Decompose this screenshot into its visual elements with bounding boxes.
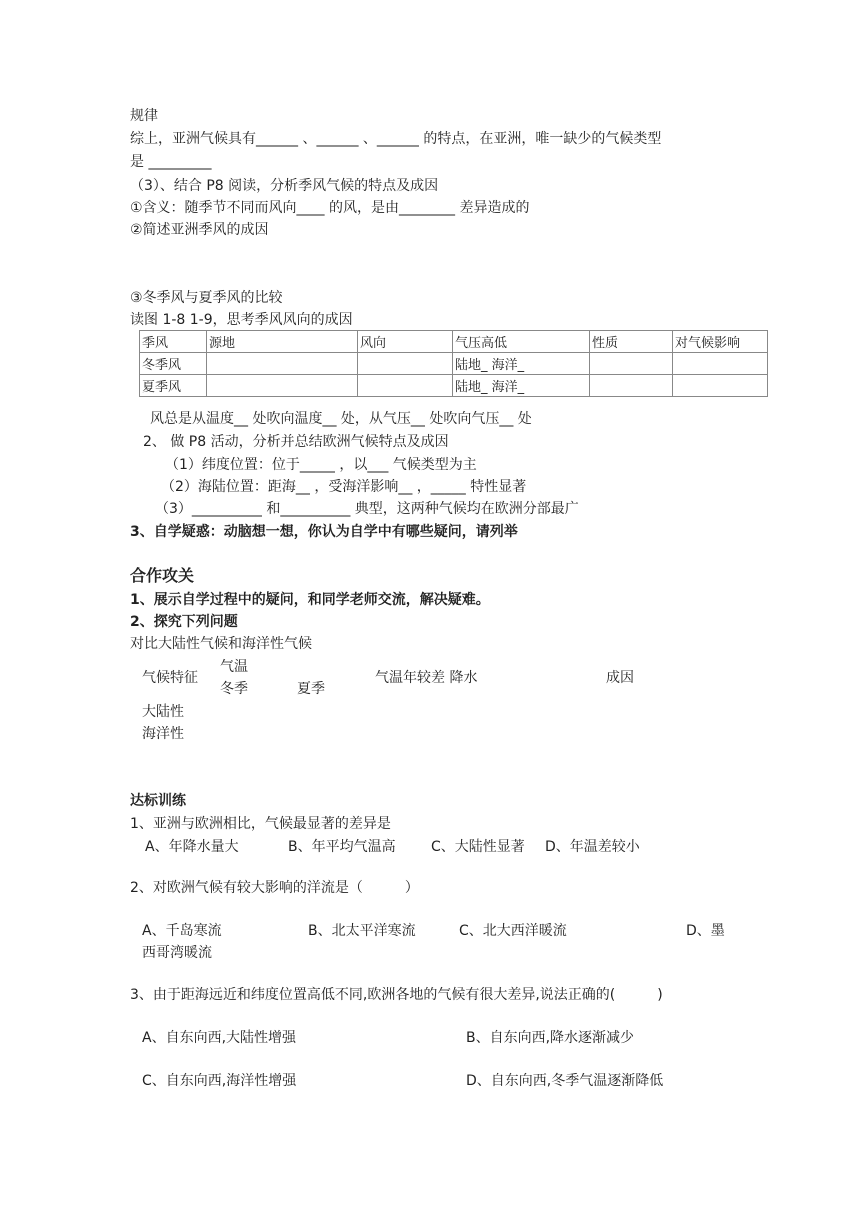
table-cell xyxy=(590,375,673,397)
climate-feature-header: 气候特征 xyxy=(142,670,198,686)
table-header-cell: 季风 xyxy=(140,331,207,353)
question-1: 1、亚洲与欧洲相比，气候最显著的差异是 xyxy=(130,816,391,832)
text-monsoon-analysis: （3）、结合 P8 阅读，分析季风气候的特点及成因 xyxy=(130,178,439,194)
climate-winter-header: 冬季 xyxy=(220,681,248,697)
text-europe-activity: 2、 做 P8 活动，分析并总结欧洲气候特点及成因 xyxy=(143,434,449,450)
q1-option-a: A、年降水量大 xyxy=(145,839,239,855)
text-guilv: 规律 xyxy=(130,108,158,124)
text-monsoon-cause: ②简述亚洲季风的成因 xyxy=(130,222,269,238)
table-row xyxy=(140,353,768,375)
table-header-cell: 源地 xyxy=(207,331,358,353)
q3-option-a: A、自东向西,大陆性增强 xyxy=(142,1030,297,1046)
text-wind-rule: 风总是从温度__ 处吹向温度__ 处，从气压__ 处吹向气压__ 处 xyxy=(150,411,532,427)
table-cell: 陆地_ 海洋_ xyxy=(453,375,590,397)
climate-summer-header: 夏季 xyxy=(297,681,325,697)
climate-row-maritime: 海洋性 xyxy=(142,726,184,742)
table-cell xyxy=(207,353,358,375)
question-2: 2、对欧洲气候有较大影响的洋流是（ ） xyxy=(130,880,419,896)
text-read-figure: 读图 1-8 1-9，思考季风风向的成因 xyxy=(130,312,353,328)
q3-option-c: C、自东向西,海洋性增强 xyxy=(142,1073,297,1089)
q1-option-b: B、年平均气温高 xyxy=(288,839,396,855)
climate-cause-header: 成因 xyxy=(606,670,634,686)
table-header-cell: 对气候影响 xyxy=(673,331,768,353)
text-compare-climates: 对比大陆性气候和海洋性气候 xyxy=(130,636,312,652)
section-title-cooperation: 合作攻关 xyxy=(130,566,195,585)
text-share-questions: 1、展示自学过程中的疑问，和同学老师交流，解决疑难。 xyxy=(130,592,490,608)
q2-option-a: A、千岛寒流 xyxy=(142,923,222,939)
table-cell: 陆地_ 海洋_ xyxy=(453,353,590,375)
text-self-study-questions: 3、自学疑惑：动脑想一想，你认为自学中有哪些疑问，请列举 xyxy=(130,524,518,540)
climate-temp-header: 气温 xyxy=(220,659,248,675)
text-latitude-position: （1）纬度位置：位于_____ ，以___ 气候类型为主 xyxy=(165,457,477,473)
text-explore: 2、探究下列问题 xyxy=(130,614,238,630)
q1-option-c: C、大陆性显著 xyxy=(431,839,525,855)
table-header-cell: 气压高低 xyxy=(453,331,590,353)
q2-option-d: D、墨 xyxy=(686,923,725,939)
table-cell xyxy=(358,375,453,397)
text-monsoon-compare: ③冬季风与夏季风的比较 xyxy=(130,290,283,306)
q2-option-b: B、北太平洋寒流 xyxy=(308,923,416,939)
table-header-cell: 风向 xyxy=(358,331,453,353)
table-cell xyxy=(590,353,673,375)
text-typical-climates: （3）__________ 和__________ 典型，这两种气候均在欧洲分部最广 xyxy=(155,501,579,517)
q2-option-c: C、北大西洋暖流 xyxy=(459,923,567,939)
text-monsoon-definition: ①含义：随季节不同而风向____ 的风，是由________ 差异造成的 xyxy=(130,200,530,216)
table-cell xyxy=(673,375,768,397)
text-missing-climate: 是 _________ xyxy=(130,154,212,170)
table-cell xyxy=(673,353,768,375)
table-header-row xyxy=(140,331,768,353)
table-cell: 冬季风 xyxy=(140,353,207,375)
table-row xyxy=(140,375,768,397)
monsoon-comparison-table xyxy=(139,330,768,397)
q3-option-b: B、自东向西,降水逐渐减少 xyxy=(466,1030,635,1046)
question-3: 3、由于距海远近和纬度位置高低不同,欧洲各地的气候有很大差异,说法正确的( ) xyxy=(130,987,663,1003)
text-land-sea-position: （2）海陆位置：距海__ ，受海洋影响__ ，_____ 特性显著 xyxy=(161,479,527,495)
table-cell xyxy=(207,375,358,397)
q3-option-d: D、自东向西,冬季气温逐渐降低 xyxy=(466,1073,664,1089)
climate-row-continental: 大陆性 xyxy=(142,704,184,720)
q1-option-d: D、年温差较小 xyxy=(545,839,640,855)
table-header-cell: 性质 xyxy=(590,331,673,353)
text-asia-climate-summary: 综上，亚洲气候具有______ 、______ 、______ 的特点，在亚洲，唯一缺少的气候类型 xyxy=(130,131,662,147)
table-cell: 夏季风 xyxy=(140,375,207,397)
table-cell xyxy=(358,353,453,375)
section-title-training: 达标训练 xyxy=(130,793,186,809)
climate-range-precip-header: 气温年较差 降水 xyxy=(375,670,478,686)
q2-option-d-continued: 西哥湾暖流 xyxy=(142,945,212,961)
